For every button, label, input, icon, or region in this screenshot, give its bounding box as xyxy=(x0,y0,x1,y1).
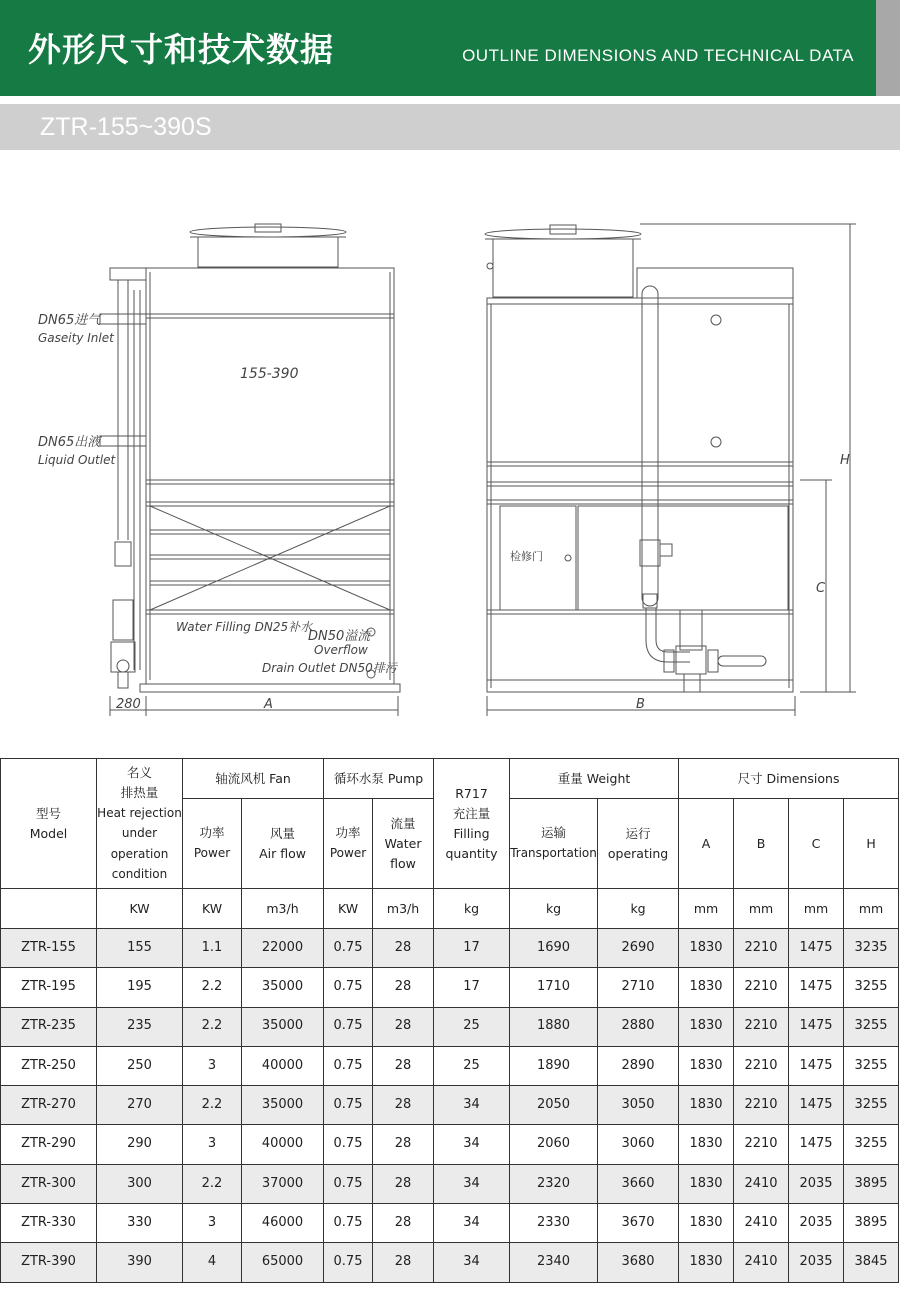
table-cell: 40000 xyxy=(242,1046,324,1085)
table-cell: 28 xyxy=(373,968,434,1007)
table-row xyxy=(1,1007,899,1046)
model-cell: ZTR-270 xyxy=(1,1086,97,1125)
model-cell: ZTR-300 xyxy=(1,1164,97,1203)
table-cell: 0.75 xyxy=(324,1204,373,1243)
model-cell: ZTR-290 xyxy=(1,1125,97,1164)
table-row xyxy=(1,1086,899,1125)
table-row xyxy=(1,968,899,1007)
unit-cell: kg xyxy=(510,889,598,929)
table-cell: 0.75 xyxy=(324,1125,373,1164)
overflow-label-en: Overflow xyxy=(314,643,368,657)
table-cell: 34 xyxy=(434,1086,510,1125)
table-cell: 1710 xyxy=(510,968,598,1007)
unit-cell: kg xyxy=(598,889,679,929)
unit-cell: m3/h xyxy=(373,889,434,929)
table-cell: 17 xyxy=(434,968,510,1007)
table-cell: 35000 xyxy=(242,1086,324,1125)
table-cell: 1830 xyxy=(679,1046,734,1085)
table-cell: 28 xyxy=(373,1164,434,1203)
table-cell: 2210 xyxy=(734,1007,789,1046)
table-cell: 2.2 xyxy=(183,1007,242,1046)
table-row xyxy=(1,929,899,968)
table-cell: 2035 xyxy=(789,1243,844,1282)
table-cell: 2.2 xyxy=(183,968,242,1007)
model-header: 型号 Model xyxy=(1,759,97,889)
table-row xyxy=(1,1164,899,1203)
table-cell: 1830 xyxy=(679,1164,734,1203)
fan-power-header: 功率 Power xyxy=(183,799,242,889)
table-cell: 1475 xyxy=(789,929,844,968)
dim-h-header: H xyxy=(844,799,899,889)
unit-cell: mm xyxy=(844,889,899,929)
table-cell: 3050 xyxy=(598,1086,679,1125)
table-cell: 34 xyxy=(434,1204,510,1243)
table-cell: 2210 xyxy=(734,1046,789,1085)
table-cell: 1475 xyxy=(789,1007,844,1046)
table-cell: 300 xyxy=(97,1164,183,1203)
water-filling-label: Water Filling DN25补水 xyxy=(176,620,313,634)
dim-b-header: B xyxy=(734,799,789,889)
model-range: ZTR-155~390S xyxy=(40,113,212,141)
table-cell: 2210 xyxy=(734,929,789,968)
table-cell: 40000 xyxy=(242,1125,324,1164)
weight-group-header: 重量 Weight xyxy=(510,759,679,799)
table-cell: 2330 xyxy=(510,1204,598,1243)
table-cell: 2410 xyxy=(734,1204,789,1243)
model-range-bar xyxy=(0,104,900,150)
fan-group-header: 轴流风机 Fan xyxy=(183,759,324,799)
table-cell: 2210 xyxy=(734,1125,789,1164)
model-cell: ZTR-390 xyxy=(1,1243,97,1282)
overflow-label-cn: DN50溢流 xyxy=(308,629,371,644)
table-cell: 3680 xyxy=(598,1243,679,1282)
heat-rejection-header: 名义 排热量 Heat rejection under operation condition xyxy=(97,759,183,889)
table-cell: 250 xyxy=(97,1046,183,1085)
unit-cell: KW xyxy=(183,889,242,929)
table-cell: 1830 xyxy=(679,1086,734,1125)
table-cell: 3895 xyxy=(844,1164,899,1203)
table-cell: 35000 xyxy=(242,968,324,1007)
table-cell: 2060 xyxy=(510,1125,598,1164)
table-cell: 2890 xyxy=(598,1046,679,1085)
table-cell: 17 xyxy=(434,929,510,968)
unit-cell: kg xyxy=(434,889,510,929)
dim-a-header: A xyxy=(679,799,734,889)
dimensions-group-header: 尺寸 Dimensions xyxy=(679,759,899,799)
table-cell: 2320 xyxy=(510,1164,598,1203)
table-cell: 3255 xyxy=(844,1007,899,1046)
table-cell: 0.75 xyxy=(324,968,373,1007)
dim-c-header: C xyxy=(789,799,844,889)
table-cell: 2690 xyxy=(598,929,679,968)
table-row xyxy=(1,1125,899,1164)
model-cell: ZTR-195 xyxy=(1,968,97,1007)
table-cell: 3 xyxy=(183,1204,242,1243)
operating-weight-header: 运行 operating xyxy=(598,799,679,889)
table-cell: 3670 xyxy=(598,1204,679,1243)
table-cell: 0.75 xyxy=(324,1086,373,1125)
model-cell: ZTR-155 xyxy=(1,929,97,968)
table-cell: 1475 xyxy=(789,1125,844,1164)
side-body xyxy=(487,298,793,692)
technical-data-table xyxy=(0,758,899,1283)
table-cell: 3060 xyxy=(598,1125,679,1164)
fan-housing-front xyxy=(198,237,338,267)
table-cell: 3660 xyxy=(598,1164,679,1203)
outline-drawing-svg xyxy=(0,210,900,720)
table-cell: 1880 xyxy=(510,1007,598,1046)
table-cell: 1890 xyxy=(510,1046,598,1085)
table-cell: 28 xyxy=(373,1046,434,1085)
table-cell: 2210 xyxy=(734,1086,789,1125)
unit-cell: KW xyxy=(97,889,183,929)
table-cell: 2035 xyxy=(789,1204,844,1243)
table-cell: 195 xyxy=(97,968,183,1007)
table-cell: 65000 xyxy=(242,1243,324,1282)
table-cell: 2880 xyxy=(598,1007,679,1046)
unit-cell: m3/h xyxy=(242,889,324,929)
table-cell: 3845 xyxy=(844,1243,899,1282)
air-flow-header: 风量 Air flow xyxy=(242,799,324,889)
table-cell: 28 xyxy=(373,1086,434,1125)
table-cell: 3255 xyxy=(844,1125,899,1164)
table-cell: 25 xyxy=(434,1007,510,1046)
table-cell: 28 xyxy=(373,929,434,968)
table-cell: 270 xyxy=(97,1086,183,1125)
table-cell: 1830 xyxy=(679,1125,734,1164)
table-cell: 1690 xyxy=(510,929,598,968)
table-cell: 2035 xyxy=(789,1164,844,1203)
table-cell: 235 xyxy=(97,1007,183,1046)
table-cell: 37000 xyxy=(242,1164,324,1203)
inlet-label-cn: DN65进气 xyxy=(38,313,101,328)
unit-cell: mm xyxy=(789,889,844,929)
table-row xyxy=(1,1046,899,1085)
filling-quantity-header: R717 充注量 Filling quantity xyxy=(434,759,510,889)
dim-h-label: H xyxy=(840,453,850,468)
table-cell: 1830 xyxy=(679,968,734,1007)
dim-280-label: 280 xyxy=(116,697,141,712)
table-cell: 3255 xyxy=(844,1086,899,1125)
table-cell: 155 xyxy=(97,929,183,968)
table-cell: 3255 xyxy=(844,968,899,1007)
table-cell: 2210 xyxy=(734,968,789,1007)
dim-b-label: B xyxy=(636,697,645,712)
table-cell: 28 xyxy=(373,1204,434,1243)
table-cell: 0.75 xyxy=(324,1243,373,1282)
units-row xyxy=(1,889,899,929)
table-cell: 0.75 xyxy=(324,1007,373,1046)
outline-drawing xyxy=(0,210,900,720)
table-cell: 290 xyxy=(97,1125,183,1164)
drain-label: Drain Outlet DN50排污 xyxy=(262,661,397,675)
table-cell: 1830 xyxy=(679,929,734,968)
table-cell: 2.2 xyxy=(183,1086,242,1125)
table-cell: 2340 xyxy=(510,1243,598,1282)
outlet-label-cn: DN65出液 xyxy=(38,435,101,450)
outlet-label-en: Liquid Outlet xyxy=(38,453,116,467)
table-cell: 2410 xyxy=(734,1243,789,1282)
model-cell: ZTR-235 xyxy=(1,1007,97,1046)
table-cell: 4 xyxy=(183,1243,242,1282)
table-cell: 34 xyxy=(434,1125,510,1164)
table-cell: 2410 xyxy=(734,1164,789,1203)
table-cell: 3235 xyxy=(844,929,899,968)
table-cell: 1475 xyxy=(789,1086,844,1125)
unit-cell: mm xyxy=(679,889,734,929)
table-cell: 1475 xyxy=(789,968,844,1007)
table-cell: 3895 xyxy=(844,1204,899,1243)
table-cell: 390 xyxy=(97,1243,183,1282)
table-cell: 0.75 xyxy=(324,1164,373,1203)
technical-data-body xyxy=(1,929,899,1283)
page-title-en: OUTLINE DIMENSIONS AND TECHNICAL DATA xyxy=(462,46,854,65)
table-cell: 22000 xyxy=(242,929,324,968)
pump-power-header: 功率 Power xyxy=(324,799,373,889)
table-cell: 2050 xyxy=(510,1086,598,1125)
transport-weight-header: 运输 Transportation xyxy=(510,799,598,889)
model-cell: ZTR-330 xyxy=(1,1204,97,1243)
table-cell: 1.1 xyxy=(183,929,242,968)
inlet-label-en: Gaseity Inlet xyxy=(38,331,114,345)
access-door-label: 检修门 xyxy=(510,550,543,563)
table-cell: 0.75 xyxy=(324,1046,373,1085)
table-cell: 3 xyxy=(183,1125,242,1164)
water-flow-header: 流量 Water flow xyxy=(373,799,434,889)
dim-c-label: C xyxy=(816,581,826,596)
page-title-cn: 外形尺寸和技术数据 xyxy=(28,30,334,69)
table-cell: 2.2 xyxy=(183,1164,242,1203)
table-cell: 1830 xyxy=(679,1204,734,1243)
title-banner-edge xyxy=(876,0,900,96)
unit-cell: mm xyxy=(734,889,789,929)
table-cell: 1475 xyxy=(789,1046,844,1085)
table-cell: 46000 xyxy=(242,1204,324,1243)
table-cell: 34 xyxy=(434,1243,510,1282)
model-mark: 155-390 xyxy=(240,366,299,382)
table-cell: 3255 xyxy=(844,1046,899,1085)
unit-cell: KW xyxy=(324,889,373,929)
table-cell: 330 xyxy=(97,1204,183,1243)
table-cell: 28 xyxy=(373,1243,434,1282)
table-cell: 35000 xyxy=(242,1007,324,1046)
units-model-cell xyxy=(1,889,97,929)
table-row xyxy=(1,1204,899,1243)
dim-a-label: A xyxy=(264,697,273,712)
table-cell: 34 xyxy=(434,1164,510,1203)
table-cell: 28 xyxy=(373,1125,434,1164)
model-cell: ZTR-250 xyxy=(1,1046,97,1085)
table-row xyxy=(1,1243,899,1282)
pump-group-header: 循环水泵 Pump xyxy=(324,759,434,799)
table-cell: 2710 xyxy=(598,968,679,1007)
table-cell: 3 xyxy=(183,1046,242,1085)
table-cell: 1830 xyxy=(679,1243,734,1282)
table-cell: 1830 xyxy=(679,1007,734,1046)
table-cell: 28 xyxy=(373,1007,434,1046)
table-cell: 0.75 xyxy=(324,929,373,968)
table-cell: 25 xyxy=(434,1046,510,1085)
